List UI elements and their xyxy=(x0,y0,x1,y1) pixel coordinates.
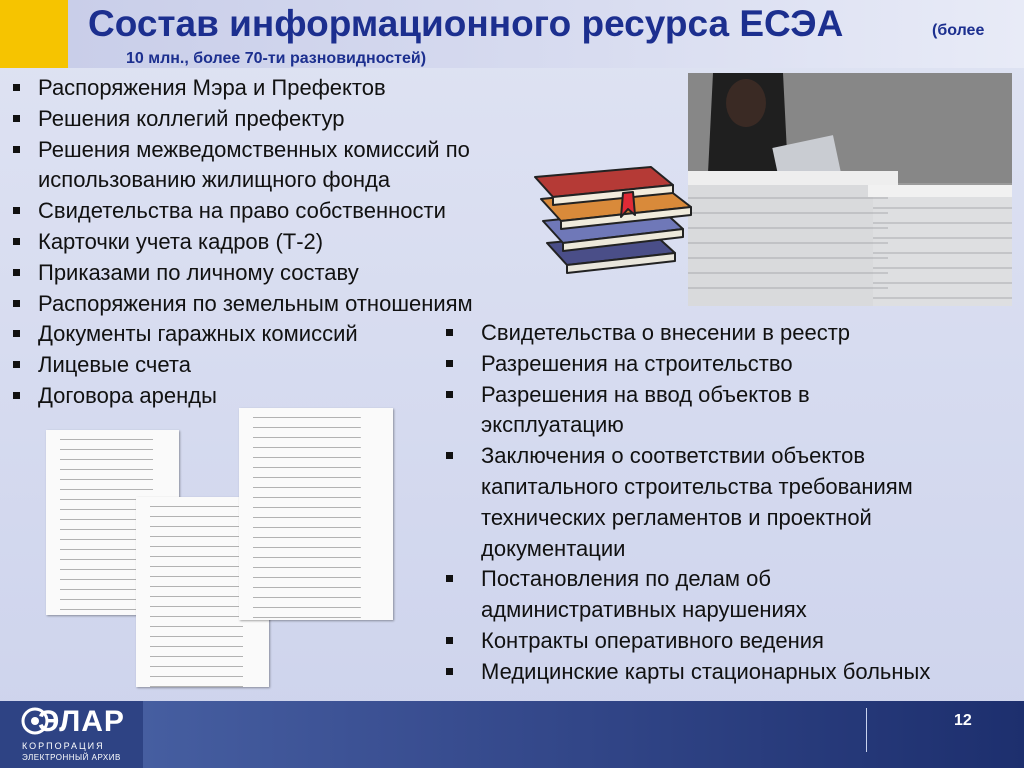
footer-bar xyxy=(0,701,1024,768)
list-item: Свидетельства о внесении в реестр xyxy=(431,318,1021,349)
list-item: Приказами по личному составу xyxy=(0,258,570,289)
list-item: Карточки учета кадров (Т-2) xyxy=(0,227,570,258)
list-item: Заключения о соответствии объектов капитального строительства требованиям технических регламентов и проектной документации xyxy=(431,441,1001,564)
list-item: Распоряжения по земельным отношениям xyxy=(0,289,570,320)
list-item: Договора аренды xyxy=(0,381,570,412)
list-item: Разрешения на ввод объектов в эксплуатацию xyxy=(431,380,871,442)
logo-subtitle-2: ЭЛЕКТРОННЫЙ АРХИВ xyxy=(22,753,121,762)
list-item: Решения межведомственных комиссий по использованию жилищного фонда xyxy=(0,135,538,197)
list-item: Контракты оперативного ведения xyxy=(431,626,1021,657)
title-note-part1: (более xyxy=(932,22,985,39)
title-note-part2: 10 млн., более 70-ти разновидностей) xyxy=(126,50,427,67)
list-item: Свидетельства на право собственности xyxy=(0,196,570,227)
list-item: Постановления по делам об административных нарушениях xyxy=(431,564,901,626)
list-item: Лицевые счета xyxy=(0,350,570,381)
list-item: Медицинские карты стационарных больных xyxy=(431,657,1021,688)
documents-list-right xyxy=(431,318,1021,688)
slide-title: Состав информационного ресурса ЕСЭА xyxy=(88,3,844,44)
footer-divider xyxy=(866,708,867,752)
page-number: 12 xyxy=(954,712,972,729)
list-item: Решения коллегий префектур xyxy=(0,104,570,135)
list-item: Распоряжения Мэра и Префектов xyxy=(0,73,570,104)
paper-stacks-photo xyxy=(688,73,1012,306)
list-item: Документы гаражных комиссий xyxy=(0,319,570,350)
scanned-document-page xyxy=(239,408,393,620)
list-item: Разрешения на строительство xyxy=(431,349,1021,380)
logo-text: ЭЛАР xyxy=(38,705,125,738)
logo-subtitle-1: КОРПОРАЦИЯ xyxy=(22,741,105,751)
corner-accent xyxy=(0,0,68,68)
